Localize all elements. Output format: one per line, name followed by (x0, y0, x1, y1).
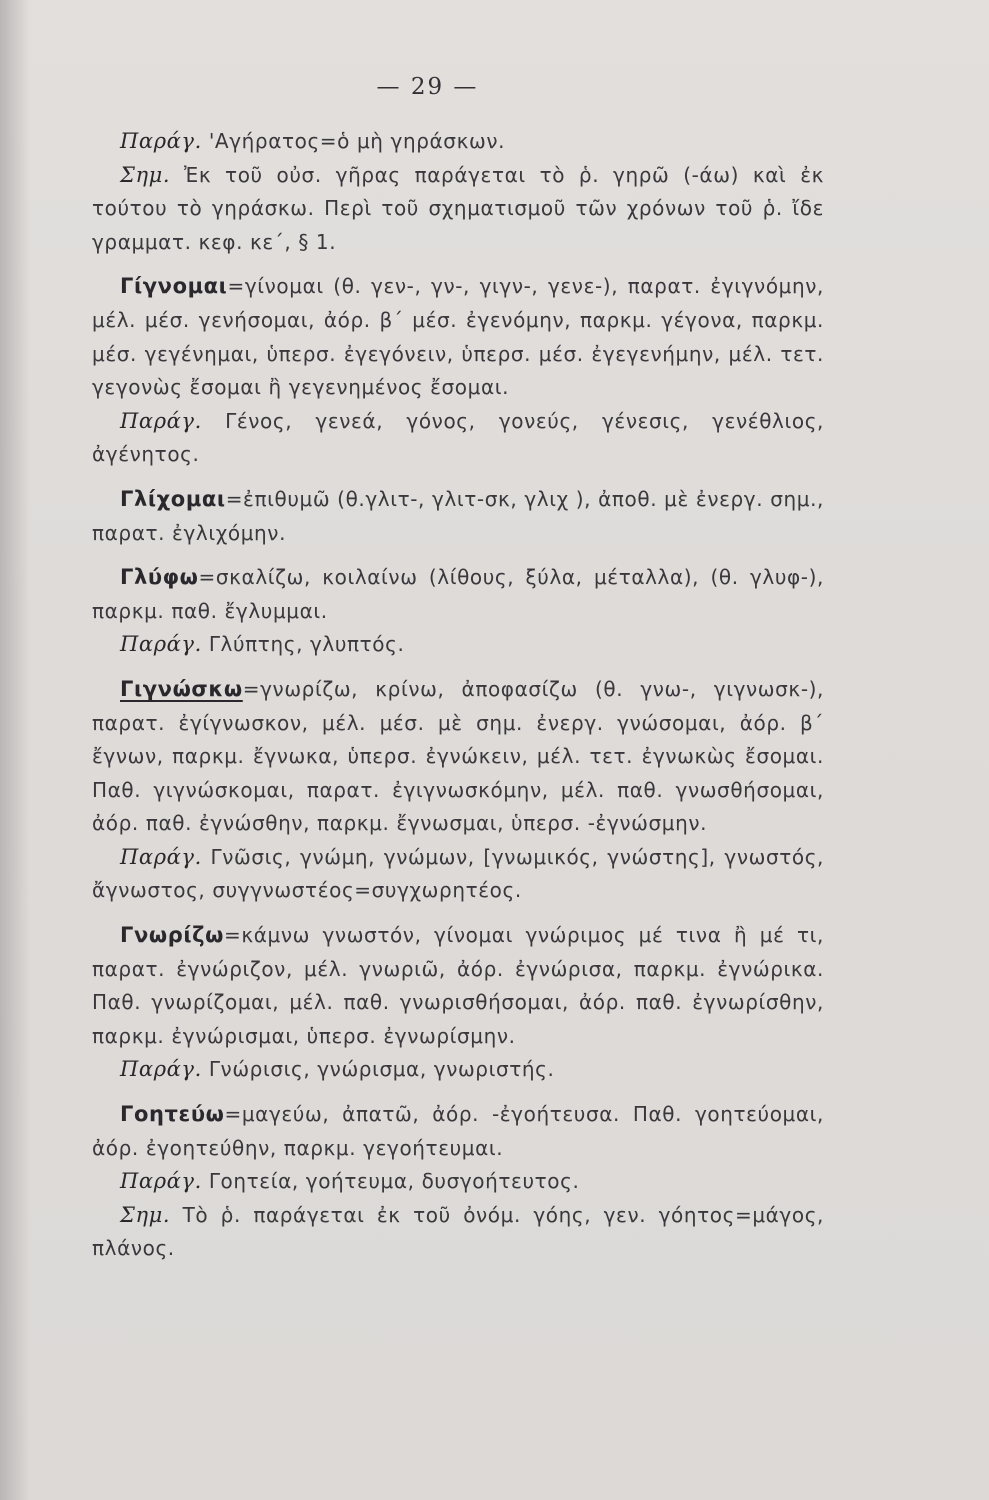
entry-lemma: Γοητεύω (120, 1102, 225, 1127)
entry-paragraph (92, 1098, 824, 1165)
entry-text: 'Αγήρατος=ὁ μὴ γηράσκων. (201, 129, 506, 153)
entry-text: =γνωρίζω, κρίνω, ἀποφασίζω (θ. γνω-, γιγνωσκ-), παρατ. ἐγίγνωσκον, μέλ. μέσ. μὲ σημ. ἐνεργ. γνώσομαι, ἀόρ. β΄ ἔγνων, παρκμ. ἔγνωκα, ὑπερσ. ἐγνώκειν, μέλ. τετ. ἐγνωκὼς ἔσομαι. Παθ. γιγνώσκομαι, παρατ. ἐγιγνωσκόμην, μέλ. παθ. γνωσθήσομαι, ἀόρ. παθ. ἐγνώσθην, παρκμ. ἔγνωσμαι, ὑπερσ. -ἐγνώσμην. (92, 676, 824, 836)
entry-lemma: Γλίχομαι (120, 486, 226, 511)
entry-label: Σημ. (120, 1202, 171, 1227)
entry-text: Γλύπτης, γλυπτός. (201, 632, 405, 657)
entry-text: Γένος, γενεά, γόνος, γονεύς, γένεσις, γενέθλιος, ἀγένητος. (92, 408, 824, 467)
entry-lemma: Γίγνομαι (120, 274, 228, 299)
entry-paragraph (92, 270, 824, 404)
dictionary-text (92, 125, 824, 1266)
entry-label: Παράγ. (120, 408, 202, 433)
entry-label: Παράγ. (120, 632, 202, 657)
entry-text: Τὸ ῥ. παράγεται ἐκ τοῦ ὀνόμ. γόης, γεν. γόητος=μάγος, πλάνος. (92, 1202, 824, 1261)
entry-text: Γοητεία, γοήτευμα, δυσγοήτευτος. (201, 1169, 580, 1194)
entry-label: Παράγ. (120, 1169, 202, 1194)
entry-lemma: Γιγνώσκω (120, 676, 243, 701)
entry-paragraph (92, 673, 824, 841)
entry-paragraph (92, 628, 824, 662)
entry-paragraph (92, 483, 824, 550)
entry-paragraph (92, 1165, 824, 1199)
entry-text: Γνώρισις, γνώρισμα, γνωριστής. (201, 1057, 555, 1082)
entry-lemma: Γνωρίζω (120, 923, 225, 948)
entry-paragraph (92, 405, 824, 472)
entry-label: Παράγ. (120, 844, 202, 869)
entry-text: =ἐπιθυμῶ (θ.γλιτ-, γλιτ-σκ, γλιχ ), ἀποθ. μὲ ἐνεργ. σημ., παρατ. ἐγλιχόμην. (92, 486, 824, 545)
entry-label: Σημ. (120, 162, 171, 187)
entry-text: =γίνομαι (θ. γεν-, γν-, γιγν-, γενε-), παρατ. ἐγιγνόμην, μέλ. μέσ. γενήσομαι, ἀόρ. β΄ μέσ. ἐγενόμην, παρκμ. γέγονα, παρκμ. μέσ. γεγένημαι, ὑπερσ. ἐγεγόνειν, ὑπερσ. μέσ. ἐγεγενήμην, μέλ. τετ. γεγονὼς ἔσομαι ἢ γεγενημένος ἔσομαι. (92, 274, 824, 400)
entry-label: Παράγ. (120, 1057, 202, 1082)
entry-label: Παράγ. (120, 129, 202, 153)
entry-paragraph (92, 561, 824, 628)
entry-text: Γνῶσις, γνώμη, γνώμων, [γνωμικός, γνώστης], γνωστός, ἄγνωστος, συγγνωστέος=συγχωρητέος. (92, 844, 824, 903)
entry-paragraph (92, 919, 824, 1053)
entry-text: Ἐκ τοῦ οὐσ. γῆρας παράγεται τὸ ῥ. γηρῶ (-άω) καὶ ἐκ τούτου τὸ γηράσκω. Περὶ τοῦ σχηματισμοῦ τῶν χρόνων τοῦ ῥ. ἴδε γραμματ. κεφ. κε΄, § 1. (92, 162, 824, 254)
entry-paragraph (92, 1199, 824, 1266)
entry-paragraph (92, 841, 824, 908)
entry-paragraph (92, 1053, 824, 1087)
entry-paragraph (92, 159, 824, 260)
entry-text: =κάμνω γνωστόν, γίνομαι γνώριμος μέ τινα ἢ μέ τι, παρατ. ἐγνώριζον, μέλ. γνωριῶ, ἀόρ. ἐγνώρισα, παρκμ. ἐγνώρικα. Παθ. γνωρίζομαι, μέλ. παθ. γνωρισθήσομαι, ἀόρ. παθ. ἐγνωρίσθην, παρκμ. ἐγνώρισμαι, ὑπερσ. ἐγνωρίσμην. (92, 923, 824, 1048)
entry-paragraph (92, 125, 824, 159)
entry-lemma: Γλύφω (120, 565, 199, 590)
entry-text: =σκαλίζω, κοιλαίνω (λίθους, ξύλα, μέταλλα), (θ. γλυφ-), παρκμ. παθ. ἔγλυμμαι. (92, 565, 824, 623)
entry-text: =μαγεύω, ἀπατῶ, ἀόρ. -ἐγοήτευσα. Παθ. γοητεύομαι, ἀόρ. ἐγοητεύθην, παρκμ. γεγοήτευμαι. (92, 1102, 824, 1160)
page-number: — 29 — (376, 74, 479, 100)
